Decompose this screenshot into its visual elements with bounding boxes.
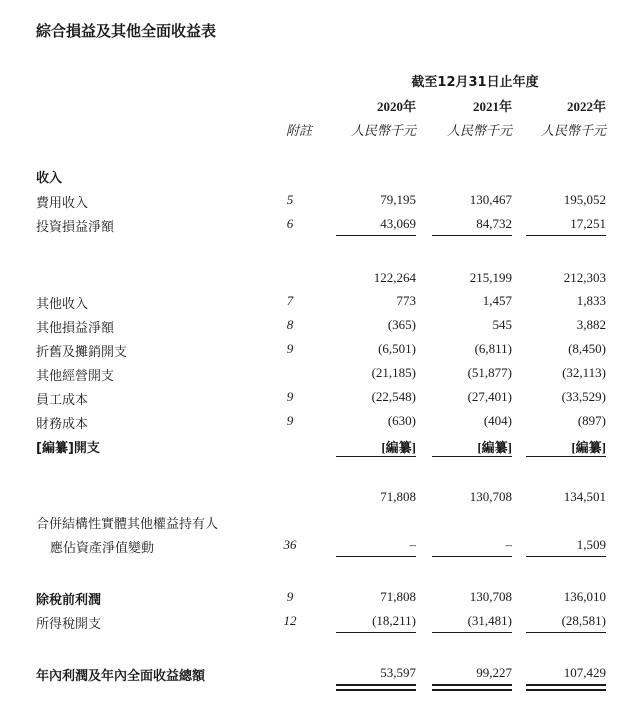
subtotal2-2021: 130,708: [469, 489, 512, 504]
subtotal1-2022: 212,303: [563, 270, 606, 285]
row-tax-label: 所得稅開支: [36, 617, 102, 632]
row-other-gain-note: 8: [286, 317, 294, 332]
year-2020-header: 2020年: [376, 99, 416, 114]
unit-2021: 人民幣千元: [446, 124, 512, 139]
row-depreciation-2022: (8,450): [568, 341, 606, 356]
row-staff-2022: (33,529): [561, 389, 606, 404]
row-depreciation-note: 9: [286, 341, 294, 356]
period-header: 截至12月31日止年度: [411, 75, 539, 90]
row-consolidated-label-2: 應佔資產淨值變動: [50, 541, 155, 556]
subtotal2-2022: 134,501: [563, 489, 606, 504]
row-depreciation-2020: (6,501): [378, 341, 416, 356]
year-2022-header: 2022年: [566, 99, 606, 114]
row-fee-2021: 130,467: [469, 192, 512, 207]
rule-consolidated-2020: [336, 556, 416, 557]
row-other-gain-2021: 545: [492, 317, 512, 332]
row-tax-2020: (18,211): [372, 613, 416, 628]
note-column-header: 附註: [285, 124, 312, 139]
rule-redacted-2020: [336, 456, 416, 457]
rule-invest-2021: [432, 235, 512, 236]
row-pretax-2020: 71,808: [380, 589, 416, 604]
row-other-gain-2022: 3,882: [576, 317, 606, 332]
row-other-gain-2020: (365): [387, 317, 416, 332]
row-invest-2022: 17,251: [570, 216, 606, 231]
row-pretax-label: 除稅前利潤: [36, 593, 102, 608]
row-fee-2020: 79,195: [380, 192, 416, 207]
row-tax-note: 12: [283, 613, 297, 628]
year-2021-header: 2021年: [472, 99, 512, 114]
row-other-income-label: 其他收入: [36, 297, 89, 312]
row-consolidated-2022: 1,509: [576, 537, 606, 552]
section-income-label: 收入: [36, 171, 63, 186]
row-other-opex-2020: (21,185): [371, 365, 416, 380]
row-depreciation-2021: (6,811): [474, 341, 512, 356]
row-finance-label: 財務成本: [36, 417, 89, 432]
double-rule-total-2020: [336, 684, 416, 691]
page-title: 綜合損益及其他全面收益表: [36, 22, 217, 40]
rule-tax-2022: [526, 632, 606, 633]
row-finance-2020: (630): [387, 413, 416, 428]
row-total-2022: 107,429: [563, 665, 606, 680]
row-redacted-2022: [編纂]: [571, 440, 606, 455]
row-other-income-2021: 1,457: [482, 293, 512, 308]
subtotal2-2020: 71,808: [380, 489, 416, 504]
row-fee-note: 5: [286, 192, 294, 207]
row-pretax-note: 9: [286, 589, 294, 604]
row-pretax-2021: 130,708: [469, 589, 512, 604]
row-finance-2021: (404): [483, 413, 512, 428]
row-staff-label: 員工成本: [36, 393, 89, 408]
rule-consolidated-2022: [526, 556, 606, 557]
row-consolidated-note: 36: [283, 537, 297, 552]
row-total-2021: 99,227: [476, 665, 512, 680]
row-finance-note: 9: [286, 413, 294, 428]
row-invest-2020: 43,069: [380, 216, 416, 231]
row-staff-2021: (27,401): [467, 389, 512, 404]
row-other-opex-label: 其他經營開支: [36, 369, 115, 384]
rule-tax-2021: [432, 632, 512, 633]
row-redacted-2021: [編纂]: [477, 440, 512, 455]
row-other-income-2022: 1,833: [576, 293, 606, 308]
row-other-opex-2021: (51,877): [467, 365, 512, 380]
row-pretax-2022: 136,010: [563, 589, 606, 604]
row-finance-2022: (897): [577, 413, 606, 428]
subtotal1-2021: 215,199: [469, 270, 512, 285]
row-invest-2021: 84,732: [476, 216, 512, 231]
row-total-2020: 53,597: [380, 665, 416, 680]
rule-invest-2022: [526, 235, 606, 236]
row-other-gain-label: 其他損益淨額: [36, 321, 115, 336]
double-rule-total-2021: [432, 684, 512, 691]
rule-invest-2020: [336, 235, 416, 236]
double-rule-total-2022: [526, 684, 606, 691]
row-depreciation-label: 折舊及攤銷開支: [36, 345, 128, 360]
row-other-income-note: 7: [286, 293, 294, 308]
row-consolidated-2020: –: [409, 537, 416, 552]
row-redacted-label: [編纂]開支: [36, 441, 100, 456]
row-fee-2022: 195,052: [563, 192, 606, 207]
row-invest-label: 投資損益淨額: [36, 220, 115, 235]
row-consolidated-2021: –: [505, 537, 512, 552]
row-invest-note: 6: [286, 216, 294, 231]
row-other-income-2020: 773: [396, 293, 416, 308]
subtotal1-2020: 122,264: [373, 270, 416, 285]
rule-consolidated-2021: [432, 556, 512, 557]
row-staff-note: 9: [286, 389, 294, 404]
rule-redacted-2022: [526, 456, 606, 457]
rule-redacted-2021: [432, 456, 512, 457]
row-other-opex-2022: (32,113): [562, 365, 606, 380]
row-total-label: 年內利潤及年內全面收益總額: [36, 669, 206, 684]
row-staff-2020: (22,548): [371, 389, 416, 404]
unit-2020: 人民幣千元: [350, 124, 416, 139]
row-consolidated-label-1: 合併結構性實體其他權益持有人: [36, 517, 219, 532]
rule-tax-2020: [336, 632, 416, 633]
row-tax-2022: (28,581): [561, 613, 606, 628]
row-tax-2021: (31,481): [467, 613, 512, 628]
unit-2022: 人民幣千元: [540, 124, 606, 139]
row-fee-label: 費用收入: [36, 196, 89, 211]
row-redacted-2020: [編纂]: [381, 440, 416, 455]
